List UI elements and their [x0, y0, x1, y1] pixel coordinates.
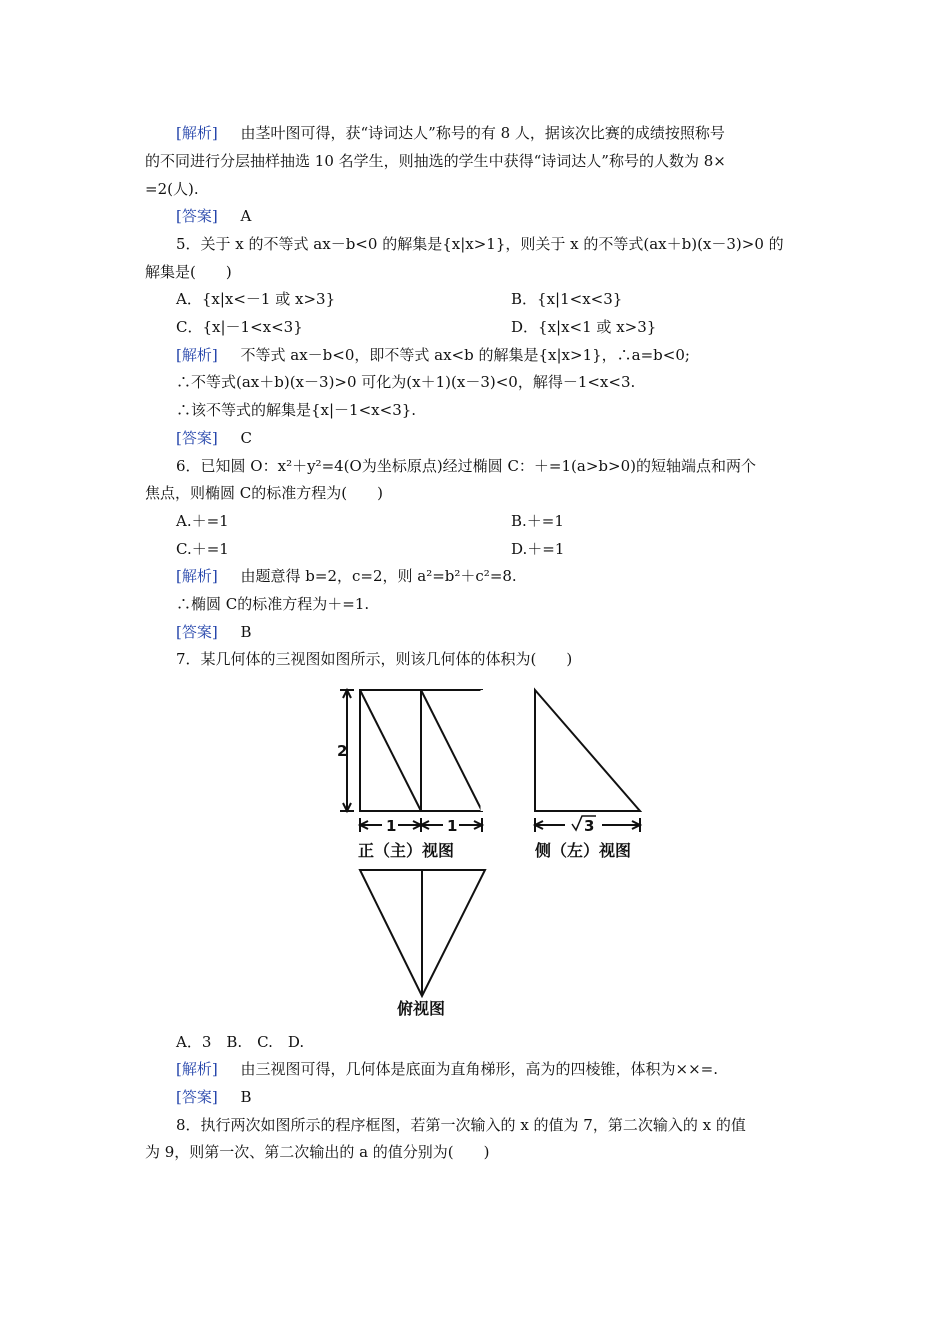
q6-option-a: A.＋=1	[176, 512, 229, 530]
q7-stem: 7．某几何体的三视图如图所示，则该几何体的体积为( )	[176, 650, 573, 668]
q8-stem-line-1: 8．执行两次如图所示的程序框图，若第一次输入的 x 的值为 7，第二次输入的 x 的值	[176, 1116, 746, 1134]
answer-tag: [答案]	[176, 207, 218, 225]
answer-tag: [答案]	[176, 623, 218, 641]
analysis-tag: [解析]	[176, 124, 218, 142]
q6-option-d: D.＋=1	[511, 540, 565, 558]
q4-analysis-line-1: [解析] 由茎叶图可得，获“诗词达人”称号的有 8 人，据该次比赛的成绩按照称号	[176, 124, 725, 142]
side-width-label: 3	[584, 817, 595, 835]
answer-value: B	[240, 623, 252, 641]
three-view-figure	[330, 680, 660, 1025]
answer-value: A	[240, 207, 252, 225]
answer-tag: [答案]	[176, 429, 218, 447]
q6-option-c: C.＋=1	[176, 540, 229, 558]
q6-stem-line-1: 6．已知圆 O：x²＋y²=4(O为坐标原点)经过椭圆 C：＋=1(a>b>0)的短轴端点和两个	[176, 457, 756, 475]
q6-analysis-line-1: [解析] 由题意得 b=2，c=2，则 a²=b²＋c²=8.	[176, 567, 517, 585]
q7-options: A．3 B. C. D.	[176, 1033, 305, 1051]
front-width-label-1: 1	[386, 817, 397, 835]
q5-stem-line-2: 解集是( )	[145, 263, 232, 281]
q5-option-c: C．{x|－1<x<3}	[176, 318, 303, 336]
q7-answer-line	[176, 1087, 252, 1107]
q5-option-d: D．{x|x<1 或 x>3}	[511, 318, 657, 336]
q6-answer-line	[176, 622, 252, 642]
q7-analysis-line-1: [解析] 由三视图可得，几何体是底面为直角梯形，高为的四棱锥，体积为××=.	[176, 1060, 718, 1078]
front-view-caption: 正（主）视图	[358, 841, 455, 860]
q5-stem-line-1: 5．关于 x 的不等式 ax－b<0 的解集是{x|x>1}，则关于 x 的不等式(ax＋b)(x－3)>0 的	[176, 235, 784, 253]
q4-answer-line	[176, 206, 251, 226]
q4-analysis-line-2: 的不同进行分层抽样抽选 10 名学生，则抽选的学生中获得“诗词达人”称号的人数为 8×	[145, 152, 726, 170]
top-view-caption: 俯视图	[397, 999, 446, 1018]
analysis-tag: [解析]	[176, 567, 218, 585]
q4-analysis-line-3: =2(人).	[145, 180, 199, 198]
front-width-label-2: 1	[447, 817, 458, 835]
analysis-tag: [解析]	[176, 1060, 218, 1078]
answer-tag: [答案]	[176, 1088, 218, 1106]
q5-option-a: A．{x|x<－1 或 x>3}	[176, 290, 336, 308]
q5-analysis-line-1: [解析] 不等式 ax－b<0，即不等式 ax<b 的解集是{x|x>1}，∴a=b<0;	[176, 346, 690, 364]
q6-option-b: B.＋=1	[511, 512, 564, 530]
answer-value: C	[240, 429, 252, 447]
q6-stem-line-2: 焦点，则椭圆 C的标准方程为( )	[145, 484, 383, 502]
front-width-dimension	[360, 818, 482, 832]
q5-answer-line	[176, 428, 252, 448]
height-label: 2	[337, 742, 348, 760]
top-view	[360, 870, 485, 996]
q6-analysis-line-2: ∴椭圆 C的标准方程为＋=1.	[176, 595, 370, 613]
side-view	[535, 690, 640, 832]
q5-option-b: B．{x|1<x<3}	[511, 290, 623, 308]
side-view-caption: 侧（左）视图	[535, 841, 632, 860]
analysis-tag: [解析]	[176, 346, 218, 364]
answer-value: B	[240, 1088, 252, 1106]
q8-stem-line-2: 为 9，则第一次、第二次输出的 a 的值分别为( )	[145, 1143, 490, 1161]
q5-analysis-line-2: ∴不等式(ax＋b)(x－3)>0 可化为(x＋1)(x－3)<0，解得－1<x<3.	[176, 373, 636, 391]
q5-analysis-line-3: ∴该不等式的解集是{x|－1<x<3}.	[176, 401, 417, 419]
front-view	[360, 690, 482, 811]
